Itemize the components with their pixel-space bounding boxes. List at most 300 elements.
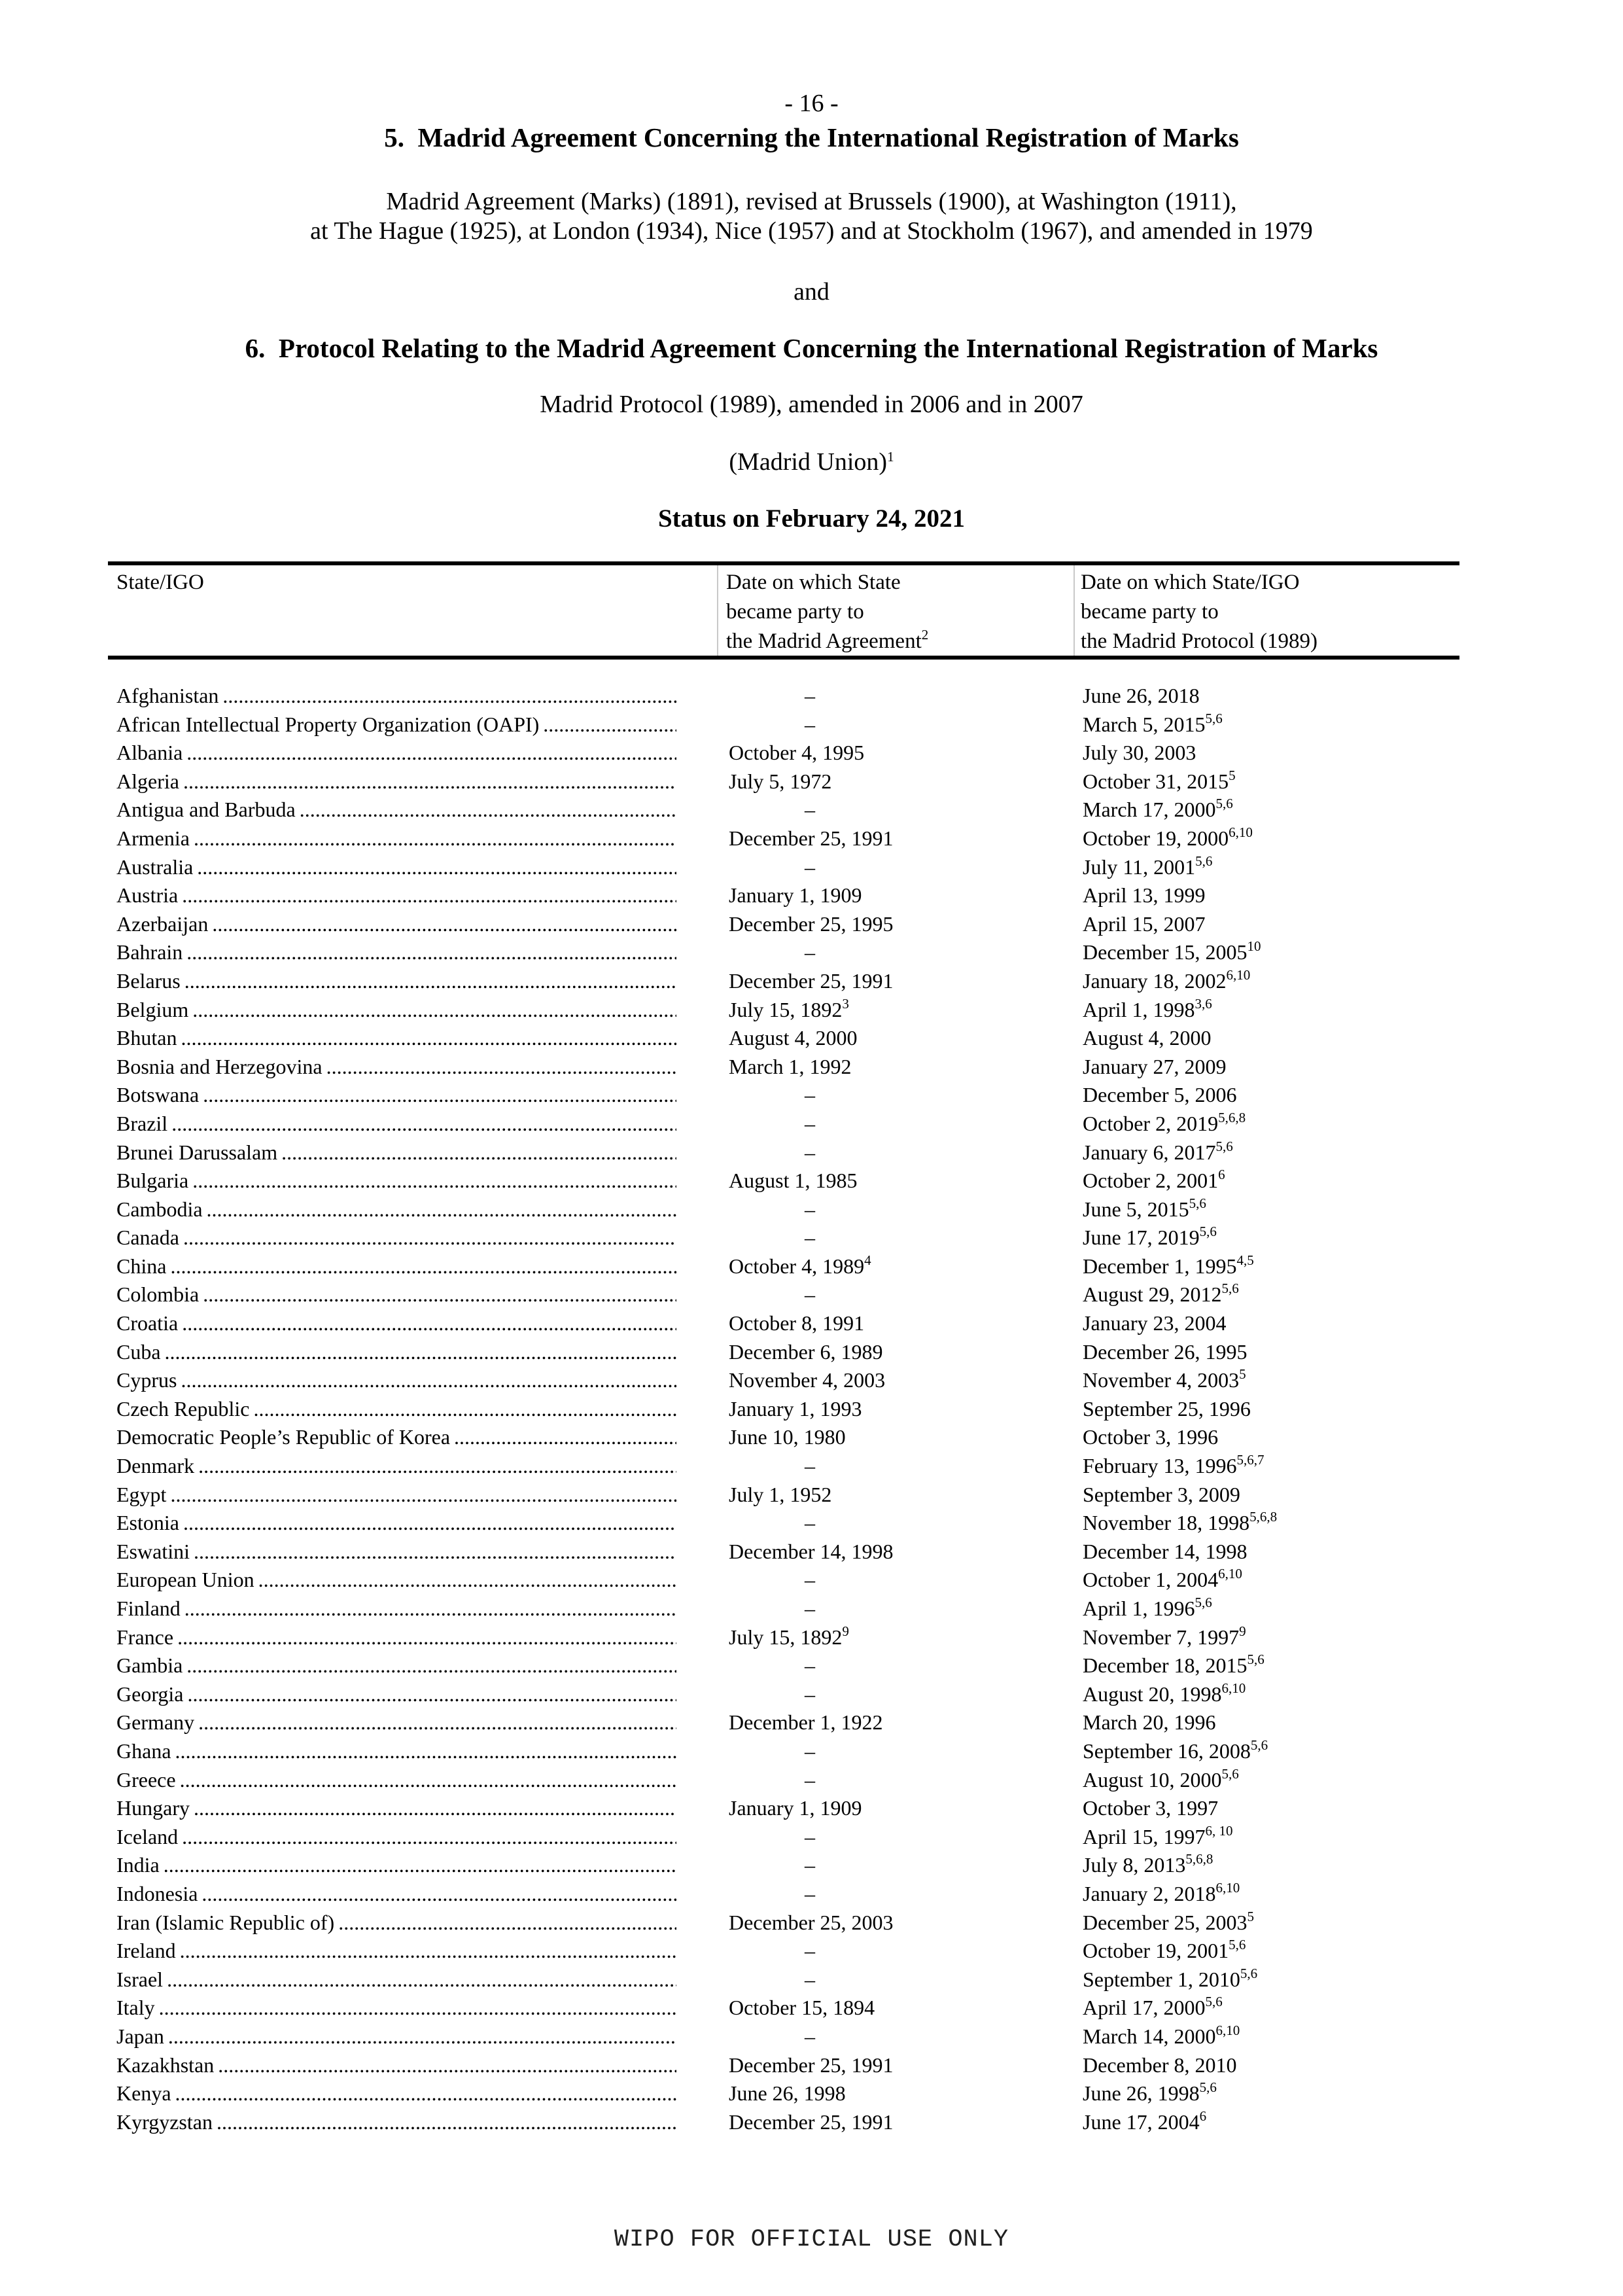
protocol-date: January 23, 2004 <box>1083 1311 1227 1335</box>
leader-dots <box>192 1167 676 1195</box>
state-cell <box>116 938 676 967</box>
footnote-ref: 5,6,8 <box>1249 1509 1278 1525</box>
state-cell <box>116 1566 676 1595</box>
footnote-ref: 5,6 <box>1195 1595 1212 1610</box>
protocol-date: March 20, 1996 <box>1083 1710 1216 1735</box>
state-cell <box>116 824 676 853</box>
table-row <box>116 768 1490 796</box>
table-row <box>116 711 1490 739</box>
state-name: Iran (Islamic Republic of) <box>116 1910 335 1934</box>
state-cell <box>116 739 676 768</box>
table-row <box>116 1366 1490 1395</box>
footnote-ref: 3,6 <box>1195 995 1212 1012</box>
protocol-date: August 10, 2000$^{5,6}$ <box>1083 1765 1239 1792</box>
protocol-date: October 2, 2001$^6$ <box>1083 1167 1225 1193</box>
footnote-ref: 5,6 <box>1215 796 1233 812</box>
state-cell <box>116 2051 676 2080</box>
leader-dots <box>203 1081 676 1110</box>
footnote-ref: 6,10 <box>1229 824 1253 840</box>
footnote-ref: 5,6,7 <box>1236 1452 1265 1468</box>
state-name: Kenya <box>116 2081 171 2106</box>
table-row <box>116 1823 1490 1852</box>
state-name: Bulgaria <box>116 1169 189 1193</box>
table-row <box>116 1937 1490 1966</box>
protocol-date: April 15, 1997$^{6, 10}$ <box>1083 1822 1233 1848</box>
protocol-date: September 3, 2009 <box>1083 1482 1240 1506</box>
table-row <box>116 1481 1490 1510</box>
state-name: Iceland <box>116 1824 179 1848</box>
agreement-date: – <box>805 1767 815 1792</box>
agreement-date: – <box>805 1226 815 1250</box>
table-row <box>116 1909 1490 1937</box>
protocol-date: March 14, 2000$^{6,10}$ <box>1083 2022 1240 2048</box>
leader-dots <box>198 1452 676 1481</box>
state-name: Cambodia <box>116 1197 203 1221</box>
leader-dots <box>186 1651 676 1680</box>
protocol-date: October 31, 2015$^5$ <box>1083 767 1236 793</box>
header-divider-1 <box>717 565 718 656</box>
leader-dots <box>182 881 676 910</box>
col-header-agreement: Date on which State became party to the Madrid Agreement$^2$ <box>726 571 929 653</box>
state-cell <box>116 1994 676 2022</box>
agreement-date: October 8, 1991 <box>729 1311 865 1335</box>
leader-dots <box>182 1823 676 1852</box>
leader-dots <box>201 1880 676 1909</box>
protocol-date: June 17, 2004$^6$ <box>1083 2108 1207 2134</box>
state-cell <box>116 1909 676 1937</box>
state-name: Denmark <box>116 1454 195 1478</box>
protocol-date: August 20, 1998$^{6,10}$ <box>1083 1680 1246 1706</box>
table-row <box>116 996 1490 1025</box>
section6-heading: 6. Protocol Relating to the Madrid Agreement Concerning the International Registration of Marks <box>245 333 1378 363</box>
table-row <box>116 1280 1490 1309</box>
table-row <box>116 1737 1490 1766</box>
state-cell <box>116 853 676 882</box>
protocol-date: December 5, 2006 <box>1083 1083 1237 1107</box>
leader-dots <box>168 2022 676 2051</box>
state-cell <box>116 1851 676 1880</box>
agreement-date: January 1, 1909 <box>729 883 862 908</box>
agreement-date: October 15, 1894 <box>729 1996 875 2020</box>
protocol-date: August 29, 2012$^{5,6}$ <box>1083 1280 1239 1307</box>
leader-dots <box>203 1280 676 1309</box>
table-row <box>116 853 1490 882</box>
protocol-date: December 15, 2005$^{10}$ <box>1083 938 1261 964</box>
footnote-ref: 1 <box>887 449 894 465</box>
protocol-date: November 7, 1997$^9$ <box>1083 1623 1246 1649</box>
protocol-date: February 13, 1996$^{5,6,7}$ <box>1083 1452 1265 1478</box>
state-cell <box>116 1794 676 1823</box>
page-number: - 16 - <box>784 90 839 117</box>
leader-dots <box>182 1309 676 1338</box>
protocol-date: December 14, 1998 <box>1083 1539 1248 1563</box>
state-name: African Intellectual Property Organization (OAPI) <box>116 712 540 736</box>
state-cell <box>116 1623 676 1652</box>
footnote-ref: 5,6 <box>1240 1965 1258 1981</box>
table-row <box>116 1024 1490 1053</box>
leader-dots <box>181 1366 676 1395</box>
table-row <box>116 1252 1490 1281</box>
state-name: Greece <box>116 1767 176 1792</box>
leader-dots <box>253 1395 676 1424</box>
footnote-ref: 4 <box>864 1252 871 1268</box>
table-row <box>116 1195 1490 1224</box>
footnote-ref: 10 <box>1247 938 1261 955</box>
table-row <box>116 1338 1490 1367</box>
footnote-ref: 6,10 <box>1215 2022 1240 2038</box>
state-name: Egypt <box>116 1482 167 1506</box>
state-name: Ghana <box>116 1739 171 1763</box>
protocol-date: January 27, 2009 <box>1083 1054 1227 1078</box>
state-cell <box>116 1309 676 1338</box>
state-name: Bhutan <box>116 1026 177 1050</box>
agreement-date: December 1, 1922 <box>729 1710 883 1735</box>
table-row <box>116 1994 1490 2022</box>
leader-dots <box>170 1481 676 1510</box>
state-cell <box>116 910 676 939</box>
agreement-date: – <box>805 855 815 879</box>
protocol-date: August 4, 2000 <box>1083 1026 1212 1050</box>
table-row <box>116 1966 1490 1994</box>
leader-dots <box>194 824 676 853</box>
protocol-date: September 16, 2008$^{5,6}$ <box>1083 1737 1268 1763</box>
footer-watermark: WIPO FOR OFFICIAL USE ONLY <box>614 2226 1009 2253</box>
table-row <box>116 2108 1490 2137</box>
protocol-date: March 5, 2015$^{5,6}$ <box>1083 710 1223 736</box>
footnote-ref: 6,10 <box>1221 1680 1246 1696</box>
state-cell <box>116 1966 676 1994</box>
agreement-date: December 14, 1998 <box>729 1539 894 1563</box>
state-name: Cuba <box>116 1339 161 1364</box>
footnote-ref: 6,10 <box>1226 966 1251 983</box>
table-row <box>116 1081 1490 1110</box>
footnote-ref: 6 <box>1218 1167 1225 1183</box>
protocol-date: July 30, 2003 <box>1083 741 1196 765</box>
state-name: Belarus <box>116 968 181 993</box>
agreement-date: August 1, 1985 <box>729 1169 858 1193</box>
leader-dots <box>181 1024 676 1053</box>
table-row <box>116 2022 1490 2051</box>
state-name: Hungary <box>116 1796 190 1820</box>
state-cell <box>116 1139 676 1167</box>
state-cell <box>116 1937 676 1966</box>
leader-dots <box>326 1053 676 1082</box>
state-name: Japan <box>116 2024 164 2048</box>
state-name: France <box>116 1625 174 1649</box>
agreement-date: June 26, 1998 <box>729 2081 846 2106</box>
leader-dots <box>159 1994 676 2022</box>
state-name: Gambia <box>116 1653 183 1678</box>
state-cell <box>116 1366 676 1395</box>
madrid-union-label: (Madrid Union)$^1$ <box>729 448 894 476</box>
state-name: Austria <box>116 883 179 908</box>
table-row <box>116 1623 1490 1652</box>
table-row <box>116 967 1490 996</box>
leader-dots <box>218 2051 676 2080</box>
table-row <box>116 2051 1490 2080</box>
state-name: Azerbaijan <box>116 911 209 936</box>
state-cell <box>116 1110 676 1139</box>
footnote-ref: 5 <box>1229 767 1236 783</box>
header-divider-2 <box>1073 565 1075 656</box>
state-cell <box>116 682 676 711</box>
status-table-body <box>116 682 1490 2136</box>
state-name: Brunei Darussalam <box>116 1140 278 1164</box>
state-name: Germany <box>116 1710 195 1735</box>
agreement-date: – <box>805 1824 815 1848</box>
agreement-date: January 1, 1993 <box>729 1396 862 1421</box>
protocol-date: December 8, 2010 <box>1083 2053 1237 2077</box>
protocol-date: October 2, 2019$^{5,6,8}$ <box>1083 1109 1246 1135</box>
agreement-date: March 1, 1992 <box>729 1054 852 1078</box>
leader-dots <box>217 2108 676 2137</box>
state-cell <box>116 1338 676 1367</box>
state-name: India <box>116 1853 160 1877</box>
agreement-date: – <box>805 1853 815 1877</box>
state-name: Brazil <box>116 1111 168 1135</box>
protocol-date: September 1, 2010$^{5,6}$ <box>1083 1965 1258 1991</box>
footnote-ref: 6, 10 <box>1205 1822 1233 1839</box>
leader-dots <box>194 1538 676 1566</box>
state-name: Democratic People’s Republic of Korea <box>116 1425 451 1449</box>
agreement-date: – <box>805 1881 815 1905</box>
footnote-ref: 5,6,8 <box>1218 1109 1246 1125</box>
state-cell <box>116 2022 676 2051</box>
table-row <box>116 1651 1490 1680</box>
table-row <box>116 1766 1490 1795</box>
agreement-date: – <box>805 1140 815 1164</box>
table-row <box>116 1053 1490 1082</box>
state-cell <box>116 1195 676 1224</box>
table-row <box>116 824 1490 853</box>
footnote-ref: 5 <box>1247 1908 1254 1924</box>
agreement-date: December 25, 1995 <box>729 911 894 936</box>
state-cell <box>116 2079 676 2108</box>
state-name: Albania <box>116 741 183 765</box>
state-name: Israel <box>116 1967 164 1991</box>
leader-dots <box>175 1737 676 1766</box>
footnote-ref: 5,6 <box>1199 2079 1217 2096</box>
state-name: Cyprus <box>116 1368 177 1392</box>
table-row <box>116 796 1490 824</box>
state-cell <box>116 1823 676 1852</box>
leader-dots <box>183 1224 676 1252</box>
leader-dots <box>184 1595 676 1623</box>
agreement-date: – <box>805 798 815 822</box>
section6-subtitle: Madrid Protocol (1989), amended in 2006 and in 2007 <box>540 391 1083 418</box>
footnote-ref: 5,6 <box>1195 853 1213 869</box>
agreement-date: – <box>805 1511 815 1535</box>
table-header-rule <box>108 656 1459 660</box>
agreement-date: June 10, 1980 <box>729 1425 846 1449</box>
leader-dots <box>186 938 676 967</box>
agreement-date: November 4, 2003 <box>729 1368 886 1392</box>
state-name: Armenia <box>116 826 190 850</box>
agreement-date: – <box>805 1083 815 1107</box>
leader-dots <box>258 1566 676 1595</box>
footnote-ref: 5,6 <box>1205 710 1223 726</box>
leader-dots <box>543 711 676 739</box>
agreement-date: – <box>805 1653 815 1678</box>
footnote-ref: 5,6 <box>1247 1651 1265 1668</box>
table-row <box>116 682 1490 711</box>
protocol-date: November 4, 2003$^5$ <box>1083 1366 1246 1392</box>
footnote-ref: 5,6 <box>1215 1138 1233 1154</box>
footnote-ref: 6 <box>1199 2108 1207 2124</box>
leader-dots <box>197 853 676 882</box>
leader-dots <box>300 796 676 824</box>
agreement-date: July 15, 1892$^9$ <box>729 1623 849 1649</box>
table-row <box>116 1595 1490 1623</box>
agreement-date: – <box>805 684 815 707</box>
leader-dots <box>184 967 676 996</box>
leader-dots <box>222 682 676 711</box>
agreement-date: October 4, 1995 <box>729 741 865 765</box>
state-name: Croatia <box>116 1311 179 1335</box>
leader-dots <box>192 996 676 1025</box>
leader-dots <box>171 1110 676 1139</box>
leader-dots <box>198 1708 676 1737</box>
leader-dots <box>186 739 676 768</box>
table-row <box>116 1423 1490 1452</box>
agreement-date: – <box>805 1568 815 1592</box>
agreement-date: July 1, 1952 <box>729 1482 832 1506</box>
state-name: Estonia <box>116 1511 179 1535</box>
footnote-ref: 5,6 <box>1250 1737 1268 1753</box>
leader-dots <box>454 1423 676 1452</box>
agreement-date: – <box>805 1282 815 1307</box>
agreement-date: – <box>805 1111 815 1135</box>
state-name: Italy <box>116 1996 155 2020</box>
state-cell <box>116 1538 676 1566</box>
leader-dots <box>170 1252 676 1281</box>
footnote-ref: 5,6 <box>1221 1765 1239 1782</box>
protocol-date: April 1, 1998$^{3,6}$ <box>1083 995 1212 1021</box>
leader-dots <box>187 1680 676 1709</box>
protocol-date: October 1, 2004$^{6,10}$ <box>1083 1566 1242 1592</box>
footnote-ref: 6,10 <box>1215 1879 1240 1896</box>
agreement-date: December 6, 1989 <box>729 1339 883 1364</box>
agreement-date: December 25, 1991 <box>729 968 894 993</box>
state-name: Finland <box>116 1597 181 1620</box>
agreement-date: July 5, 1972 <box>729 769 832 793</box>
agreement-date: – <box>805 1739 815 1763</box>
table-row <box>116 1880 1490 1909</box>
protocol-date: April 13, 1999 <box>1083 883 1206 908</box>
protocol-date: October 3, 1997 <box>1083 1796 1219 1820</box>
agreement-date: December 25, 2003 <box>729 1910 894 1934</box>
footnote-ref: 3 <box>842 995 849 1012</box>
protocol-date: October 3, 1996 <box>1083 1425 1219 1449</box>
state-cell <box>116 996 676 1025</box>
state-name: China <box>116 1254 167 1278</box>
agreement-date: December 25, 1991 <box>729 826 894 850</box>
state-name: Georgia <box>116 1682 184 1706</box>
agreement-date: August 4, 2000 <box>729 1026 858 1050</box>
protocol-date: January 6, 2017$^{5,6}$ <box>1083 1138 1233 1164</box>
state-name: Belgium <box>116 997 189 1021</box>
table-row <box>116 938 1490 967</box>
table-row <box>116 1708 1490 1737</box>
state-name: Kazakhstan <box>116 2053 215 2077</box>
state-cell <box>116 1280 676 1309</box>
agreement-date: December 25, 1991 <box>729 2053 894 2077</box>
footnote-ref: 5,6,8 <box>1185 1851 1213 1867</box>
protocol-date: April 1, 1996$^{5,6}$ <box>1083 1595 1212 1620</box>
footnote-ref: 5,6 <box>1189 1195 1206 1211</box>
section5-heading: 5. Madrid Agreement Concerning the International Registration of Marks <box>384 122 1239 152</box>
footnote-ref: 9 <box>1239 1623 1246 1639</box>
state-cell <box>116 1880 676 1909</box>
table-row <box>116 1794 1490 1823</box>
table-row <box>116 1224 1490 1252</box>
leader-dots <box>212 910 676 939</box>
state-cell <box>116 1595 676 1623</box>
protocol-date: December 25, 2003$^5$ <box>1083 1908 1254 1934</box>
state-name: Canada <box>116 1226 179 1250</box>
table-row <box>116 1452 1490 1481</box>
protocol-date: October 19, 2001$^{5,6}$ <box>1083 1937 1246 1963</box>
state-name: Bosnia and Herzegovina <box>116 1054 323 1078</box>
protocol-date: June 26, 2018 <box>1083 684 1200 707</box>
table-row <box>116 1851 1490 1880</box>
state-name: Eswatini <box>116 1539 190 1563</box>
footnote-ref: 4,5 <box>1236 1252 1254 1268</box>
state-name: Czech Republic <box>116 1396 250 1421</box>
state-cell <box>116 967 676 996</box>
protocol-date: June 5, 2015$^{5,6}$ <box>1083 1195 1206 1221</box>
protocol-date: December 26, 1995 <box>1083 1339 1248 1364</box>
state-name: Antigua and Barbuda <box>116 798 296 822</box>
agreement-date: July 15, 1892$^3$ <box>729 995 849 1021</box>
table-row <box>116 2079 1490 2108</box>
col-header-protocol: Date on which State/IGO became party to the Madrid Protocol (1989) <box>1081 571 1318 653</box>
state-cell <box>116 1737 676 1766</box>
state-cell <box>116 1423 676 1452</box>
table-row <box>116 1538 1490 1566</box>
agreement-date: – <box>805 940 815 964</box>
state-name: Bahrain <box>116 940 183 964</box>
state-name: Kyrgyzstan <box>116 2110 213 2134</box>
leader-dots <box>180 1766 676 1795</box>
protocol-date: July 8, 2013$^{5,6,8}$ <box>1083 1851 1213 1877</box>
state-cell <box>116 768 676 796</box>
leader-dots <box>183 768 676 796</box>
footnote-ref: 5,6 <box>1205 1994 1223 2010</box>
table-row <box>116 1110 1490 1139</box>
protocol-date: July 11, 2001$^{5,6}$ <box>1083 853 1213 879</box>
state-cell <box>116 796 676 824</box>
leader-dots <box>175 2079 676 2108</box>
state-name: Indonesia <box>116 1881 198 1905</box>
state-name: Algeria <box>116 769 179 793</box>
protocol-date: October 19, 2000$^{6,10}$ <box>1083 824 1253 850</box>
state-cell <box>116 1024 676 1053</box>
table-row <box>116 1309 1490 1338</box>
state-cell <box>116 1452 676 1481</box>
agreement-date: – <box>805 2024 815 2048</box>
state-name: Australia <box>116 855 194 879</box>
agreement-date: – <box>805 1967 815 1991</box>
leader-dots <box>180 1937 676 1966</box>
leader-dots <box>338 1909 676 1937</box>
agreement-date: – <box>805 1197 815 1221</box>
agreement-date: – <box>805 1454 815 1478</box>
col-header-state: State/IGO <box>116 571 204 594</box>
agreement-date: – <box>805 712 815 736</box>
section5-subtitle-line1: Madrid Agreement (Marks) (1891), revised at Brussels (1900), at Washington (1911), <box>386 188 1237 215</box>
protocol-date: November 18, 1998$^{5,6,8}$ <box>1083 1509 1278 1535</box>
